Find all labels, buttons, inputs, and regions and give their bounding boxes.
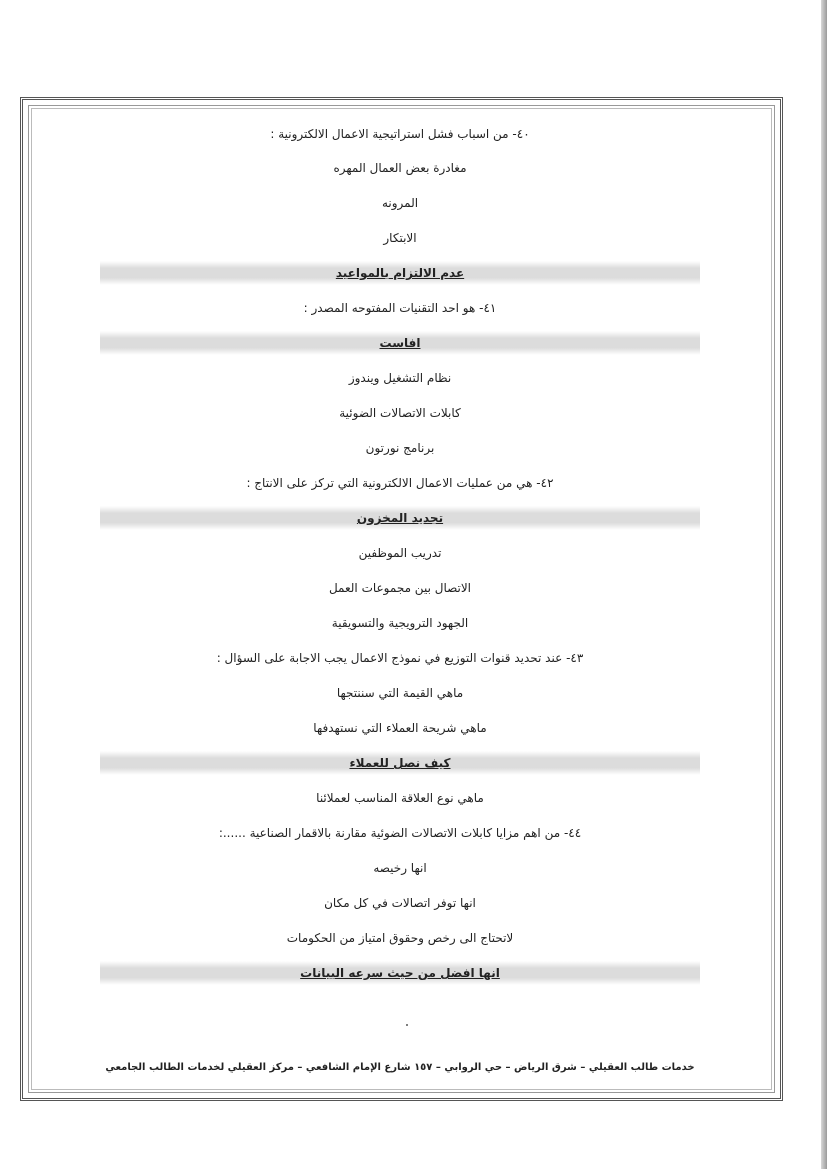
answer-44: انها افضل من حيث سرعه البيانات — [100, 961, 700, 985]
speck-mark — [406, 1024, 408, 1026]
option-41-3: برنامج نورتون — [365, 441, 435, 455]
option-40-2: المرونه — [381, 196, 419, 210]
question-40: ٤٠- من اسباب فشل استراتيجية الاعمال الالكترونية : — [270, 127, 530, 141]
question-41: ٤١- هو احد التقنيات المفتوحه المصدر : — [303, 301, 497, 315]
option-43-1: ماهي القيمة التي سننتجها — [336, 686, 464, 700]
option-44-1: انها رخيصه — [373, 861, 427, 875]
option-41-1: نظام التشغيل ويندوز — [348, 371, 452, 385]
option-40-3: الابتكار — [383, 231, 417, 245]
answer-40: عدم الالتزام بالمواعيد — [100, 261, 700, 285]
answer-42: تجديد المخزون — [100, 506, 700, 530]
question-44: ٤٤- من اهم مزايا كابلات الاتصالات الضوئية مقارنة بالاقمار الصناعية ......: — [218, 826, 582, 840]
question-42: ٤٢- هي من عمليات الاعمال الالكترونية التي تركز على الانتاج : — [246, 476, 554, 490]
option-42-2: الاتصال بين مجموعات العمل — [328, 581, 472, 595]
option-40-1: مغادرة بعض العمال المهره — [333, 161, 467, 175]
question-43: ٤٣- عند تحديد قنوات التوزيع في نموذج الاعمال يجب الاجابة على السؤال : — [216, 651, 584, 665]
option-42-1: تدريب الموظفين — [358, 546, 442, 560]
option-44-3: لاتحتاج الى رخص وحقوق امتياز من الحكومات — [286, 931, 514, 945]
option-44-2: انها توفر اتصالات في كل مكان — [324, 896, 476, 910]
answer-43: كيف نصل للعملاء — [100, 751, 700, 775]
scan-edge-shadow — [821, 0, 827, 1169]
page-footer: خدمات طالب العقيلي – شرق الرياض – حي الروابي – ١٥٧ شارع الإمام الشافعي – مركز العقيلي لخدمات الطالب الجامعي — [105, 1062, 695, 1073]
option-41-2: كابلات الاتصالات الضوئية — [339, 406, 461, 420]
option-42-3: الجهود الترويجية والتسويقية — [331, 616, 469, 630]
option-43-2: ماهي شريحة العملاء التي نستهدفها — [313, 721, 487, 735]
answer-41: افاست — [100, 331, 700, 355]
option-43-3: ماهي نوع العلاقة المناسب لعملائنا — [316, 791, 484, 805]
